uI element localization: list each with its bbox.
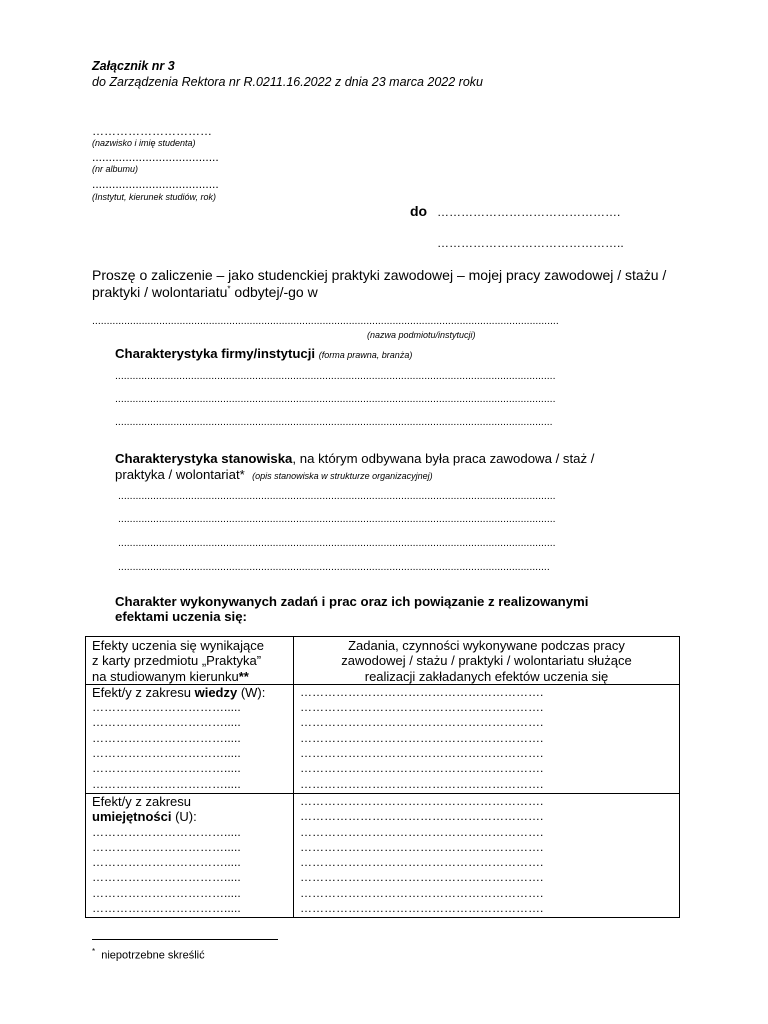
company-line-2[interactable]: ....................................................................................................................................................... [115,393,556,405]
position-line-2[interactable]: ...................................................................................................................................................... [118,513,556,525]
header-effects-cell: Efekty uczenia się wynikające z karty przedmiotu „Praktyka” na studiowanym kierunku** [86,637,294,685]
position-line-3[interactable]: ...................................................................................................................................................... [118,537,556,549]
skills-label: Efekt/y z zakresu [92,793,191,809]
album-number-field[interactable]: ...................................... [92,150,219,164]
request-text-line-2: praktyki / wolontariatu* odbytej/-go w [92,284,318,300]
institution-name-label: (nazwa podmiotu/instytucji) [367,330,476,340]
position-section-title-line-2: praktyka / wolontariat* (opis stanowiska w strukturze organizacyjnej) [115,467,433,482]
album-number-label: (nr albumu) [92,164,139,174]
skills-effects-cell[interactable]: Efekt/y z zakresu umiejętności (U): ……………………………..... ……………………………..... ……………………………..... ……………………………..... ……………………………..... ……………………………..... [86,793,294,917]
recipient-line-2[interactable]: ……………………………………….. [437,236,624,250]
recipient-line-1[interactable]: ………………………………………. [437,205,621,219]
company-line-1[interactable]: ....................................................................................................................................................... [115,370,556,382]
position-section-title: Charakterystyka stanowiska, na którym odbywana była praca zawodowa / staż / [115,451,595,466]
institute-field[interactable]: ...................................... [92,177,219,191]
footnote-divider [92,939,278,940]
tasks-heading-line-2: efektami uczenia się: [115,609,247,624]
knowledge-effects-cell[interactable]: Efekt/y z zakresu wiedzy (W): ……………………………..... ……………………………..... ……………………………..... ……………………………..... ……………………………..... ……………………………..... [86,684,294,793]
knowledge-row [86,684,680,793]
skills-label-line-2: umiejętności (U): [92,809,197,825]
skills-tasks-cell[interactable]: ……………………………………………………. ……………………………………………………. ……………………………………………………. ……………………………………………………. ……………………………………………………. ……………………………………………………. ……………………………………………………. ……………………………………………………. [294,793,680,917]
knowledge-tasks-cell[interactable]: ……………………………………………………. ……………………………………………………. ……………………………………………………. ……………………………………………………. ……………………………………………………. ……………………………………………………. ……………………………………………………. [294,684,680,793]
tasks-heading-line-1: Charakter wykonywanych zadań i prac oraz ich powiązanie z realizowanymi [115,594,589,609]
request-text-line-1: Proszę o zaliczenie – jako studenckiej praktyki zawodowej – mojej pracy zawodowej / stażu / [92,267,667,283]
recipient-do-label: do [410,203,428,219]
institution-name-field[interactable]: ................................................................................................................................................................ [92,315,559,327]
attachment-title: Załącznik nr 3 [92,59,175,73]
knowledge-label: Efekt/y z zakresu wiedzy (W): [92,684,266,700]
student-name-label: (nazwisko i imię studenta) [92,138,196,148]
student-name-field[interactable]: ………………………… [92,124,212,138]
attachment-subtitle: do Zarządzenia Rektora nr R.0211.16.2022 z dnia 23 marca 2022 roku [92,75,483,89]
header-tasks-cell: Zadania, czynności wykonywane podczas pracy zawodowej / stażu / praktyki / wolontariatu służące realizacji zakładanych efektów uczenia się [294,637,680,685]
footnote: * niepotrzebne skreślić [92,947,205,962]
company-section-title: Charakterystyka firmy/instytucji (forma prawna, branża) [115,346,413,361]
learning-effects-table [85,636,680,918]
institute-label: (Instytut, kierunek studiów, rok) [92,192,217,202]
position-line-4[interactable]: .................................................................................................................................................... [118,561,550,573]
company-line-3[interactable]: ...................................................................................................................................................... [115,416,553,428]
skills-row [86,793,680,917]
table-header-row [86,637,680,685]
position-line-1[interactable]: ...................................................................................................................................................... [118,490,556,502]
